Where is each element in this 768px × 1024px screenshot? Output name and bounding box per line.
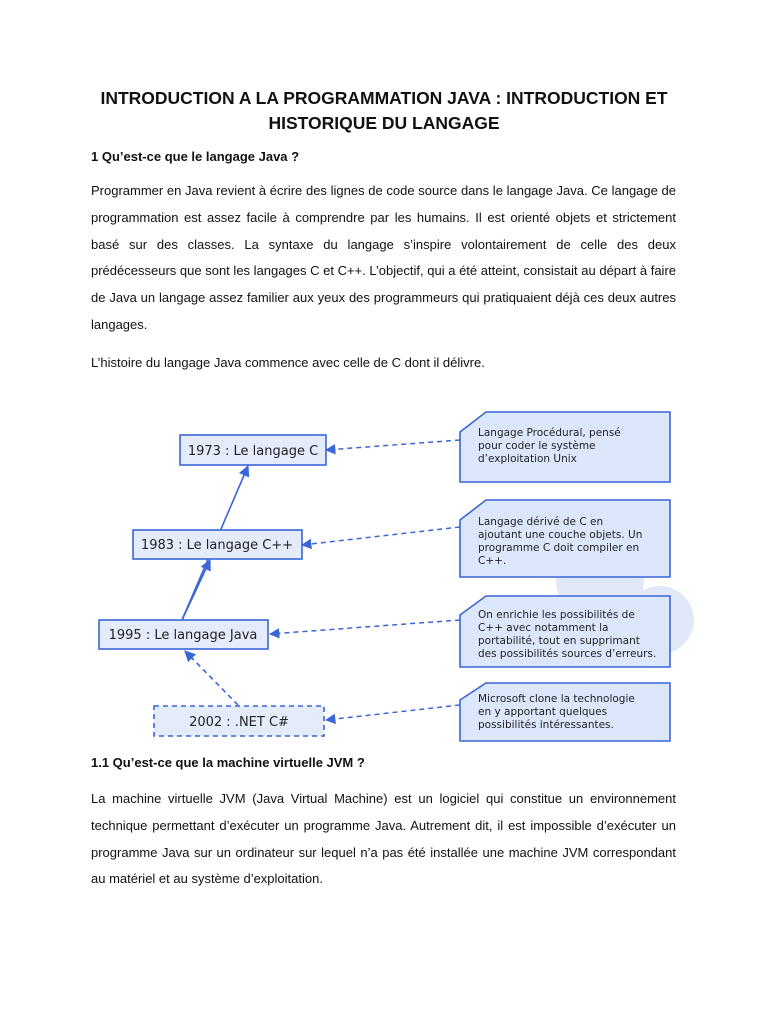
callout-4-line-2: en y apportant quelques xyxy=(478,706,608,718)
callout-2-line-3: programme C doit compiler en xyxy=(478,542,640,554)
arrow-2002-to-1995 xyxy=(185,651,238,705)
callout-1-line-1: Langage Procédural, pensé xyxy=(478,427,621,439)
node-1995 xyxy=(99,620,268,649)
connector-callout-1 xyxy=(326,440,460,450)
callout-3-line-2: C++ avec notamment la xyxy=(478,622,609,634)
callout-2-line-4: C++. xyxy=(478,555,507,567)
node-1973-label: 1973 : Le langage C xyxy=(187,444,319,459)
callout-1-line-3: d’exploitation Unix xyxy=(478,453,577,465)
section-1-paragraph-2: L’histoire du langage Java commence avec celle de C dont il délivre. xyxy=(91,355,485,370)
callout-2-line-1: Langage dérivé de C en xyxy=(478,516,604,528)
callout-1995 xyxy=(460,596,670,667)
callout-4-line-3: possibilités intéressantes. xyxy=(478,719,614,731)
section-2-heading: 1.1 Qu’est-ce que la machine virtuelle JVM ? xyxy=(91,755,365,770)
connector-callout-2 xyxy=(302,527,460,545)
connector-callout-4 xyxy=(326,705,460,720)
callout-3-line-3: portabilité, tout en supprimant xyxy=(478,635,640,647)
title-line-1: INTRODUCTION A LA PROGRAMMATION JAVA : INTRODUCTION ET xyxy=(100,88,668,108)
callout-3-line-1: On enrichie les possibilités de xyxy=(478,609,635,621)
section-1-heading: 1 Qu’est-ce que le langage Java ? xyxy=(91,149,300,164)
node-1995-label: 1995 : Le langage Java xyxy=(108,628,258,643)
callout-1-line-2: pour coder le système xyxy=(478,440,596,452)
arrow-1995-to-1983 xyxy=(182,560,210,620)
node-1973 xyxy=(180,435,326,465)
node-2002 xyxy=(154,706,324,736)
node-1983 xyxy=(133,530,302,559)
callout-1973 xyxy=(460,412,670,482)
title-line-2: HISTORIQUE DU LANGAGE xyxy=(268,113,500,133)
node-1983-label: 1983 : Le langage C++ xyxy=(140,538,294,553)
node-2002-label: 2002 : .NET C# xyxy=(189,715,289,730)
callout-4-line-1: Microsoft clone la technologie xyxy=(478,693,635,705)
section-2-paragraph-1: La machine virtuelle JVM (Java Virtual Machine) est un logiciel qui constitue un environnement technique permettant d’exécuter un programme Java. Autrement dit, il est impossible d’exécuter un programme Java sur un ordinateur sur lequel n’a pas été installée une machine JVM correspondant au matériel et au système d’exploitation. xyxy=(91,791,676,887)
callout-1983 xyxy=(460,500,670,577)
callout-3-line-4: des possibilités sources d’erreurs. xyxy=(478,648,657,660)
connector-callout-3 xyxy=(270,620,460,634)
callout-2002 xyxy=(460,683,670,741)
section-1-paragraph-1: Programmer en Java revient à écrire des lignes de code source dans le langage Java. Ce langage de programmation est assez facile à comprendre par les humains. Il est orienté objets et strictement basé sur des classes. La syntaxe du langage s’inspire volontairement de celle des deux prédécesseurs que sont les langages C et C++. L’objectif, qui a été atteint, consistait au départ à faire de Java un langage assez familier aux yeux des programmeurs qui pratiquaient déjà ces deux autres langages. xyxy=(91,183,676,332)
svg-text:On enrichie les possibilités d xyxy=(478,609,656,660)
callout-2-line-2: ajoutant une couche objets. Un xyxy=(478,529,643,541)
